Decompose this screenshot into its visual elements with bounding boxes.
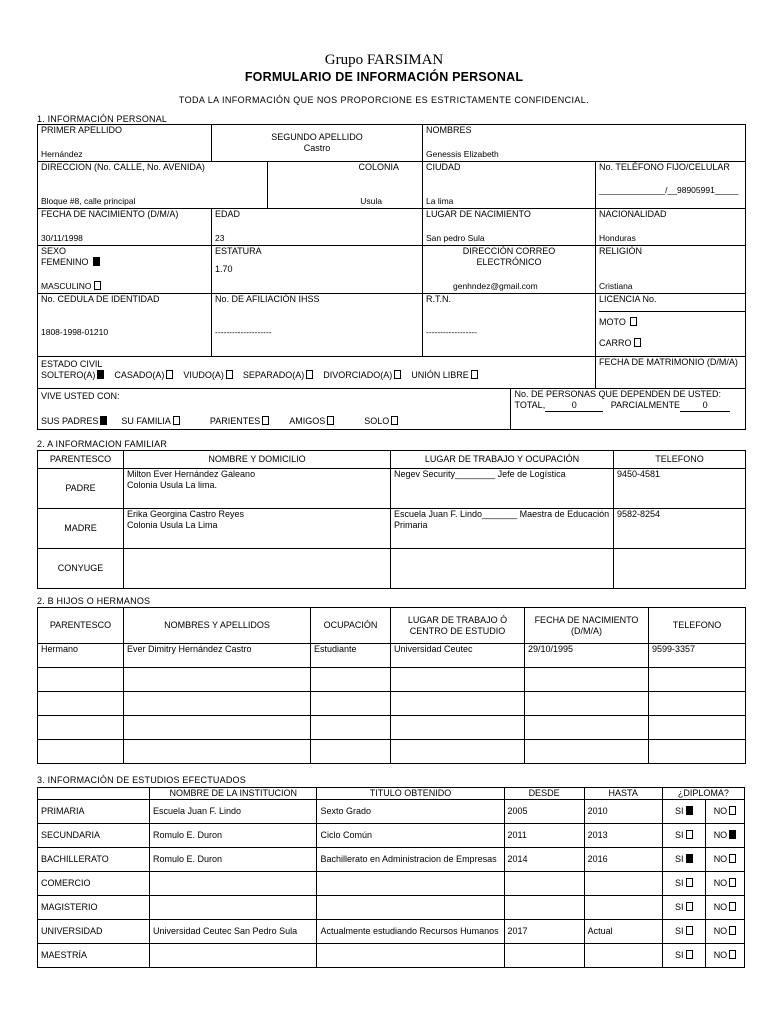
diploma-no-label: NO (713, 878, 728, 888)
value-direccion: Bloque #8, calle principal (41, 196, 136, 206)
estado-civil-option-label: UNIÓN LIBRE (411, 370, 469, 380)
hijos-ocupacion[interactable] (311, 740, 391, 764)
estudios-desde[interactable] (504, 896, 584, 920)
value-religion: Cristiana (599, 281, 633, 291)
value-telefono (599, 185, 738, 196)
estado-civil-option[interactable] (183, 370, 233, 380)
diploma-si-checkbox[interactable] (686, 806, 693, 815)
dependientes-values: TOTAL, 0 PARCIALMENTE 0 (515, 400, 746, 412)
licencia-line[interactable] (599, 305, 746, 312)
hijos-header: LUGAR DE TRABAJO Ó CENTRO DE ESTUDIO (391, 608, 525, 644)
field-licencia (596, 294, 746, 357)
value-ciudad: La lima (426, 196, 454, 206)
hijos-telefono[interactable] (649, 716, 746, 740)
field-primer-apellido[interactable] (38, 125, 212, 162)
diploma-no-checkbox[interactable] (729, 806, 736, 815)
estado-civil-option-label: SEPARADO(A) (242, 370, 305, 380)
value-estatura: 1.70 (215, 264, 233, 274)
estudios-row (38, 824, 745, 848)
estudios-header: TITULO OBTENIDO (317, 788, 504, 800)
estudios-row (38, 920, 745, 944)
hijos-lugar[interactable] (391, 740, 525, 764)
estado-civil-checkbox[interactable] (226, 370, 233, 379)
estudios-diploma-no[interactable] (705, 872, 744, 896)
value-ihss: -------------------- (215, 327, 272, 337)
vive-con-option[interactable] (121, 416, 180, 426)
familiar-header: LUGAR DE TRABAJO Y OCUPACIÓN (391, 451, 614, 469)
label-cedula: No. CEDULA DE IDENTIDAD (41, 294, 160, 304)
estudios-institucion[interactable] (150, 896, 317, 920)
field-telefono[interactable] (596, 162, 746, 209)
estado-civil-option[interactable] (41, 370, 104, 380)
label-telefono: No. TELÉFONO FIJO/CELULAR (599, 162, 730, 172)
diploma-no-checkbox[interactable] (729, 902, 736, 911)
estudios-nivel: MAGISTERIO (38, 896, 150, 920)
familiar-header: TELEFONO (614, 451, 746, 469)
value-cedula: 1808-1998-01210 (41, 327, 109, 337)
estudios-titulo[interactable]: Bachillerato en Administracion de Empresas (317, 848, 504, 872)
estudios-desde[interactable]: 2017 (504, 920, 584, 944)
hijos-row (38, 740, 746, 764)
hijos-fecha[interactable] (525, 692, 649, 716)
hijos-header: OCUPACIÓN (311, 608, 391, 644)
estudios-hasta[interactable]: Actual (584, 920, 662, 944)
diploma-no-label: NO (713, 902, 728, 912)
estudios-diploma-si[interactable] (662, 848, 705, 872)
field-colonia[interactable] (268, 162, 423, 209)
diploma-si-checkbox[interactable] (686, 854, 693, 863)
familiar-telefono[interactable] (614, 549, 746, 589)
label-ihss: No. DE AFILIACIÓN IHSS (215, 294, 320, 304)
label-fecha-matrimonio: FECHA DE MATRIMONIO (D/M/A) (599, 357, 738, 367)
field-nacionalidad[interactable] (596, 209, 746, 246)
label-total: TOTAL (514, 400, 543, 410)
estudios-header: NOMBRE DE LA INSTITUCION (150, 788, 317, 800)
diploma-si-label: SI (675, 830, 684, 840)
label-nombres: NOMBRES (426, 125, 472, 135)
field-religion[interactable] (596, 246, 746, 294)
estudios-hasta[interactable]: 2016 (584, 848, 662, 872)
label-fecha-nacimiento: FECHA DE NACIMIENTO (D/M/A) (41, 209, 179, 219)
hijos-telefono[interactable] (649, 692, 746, 716)
familiar-parentesco: PADRE (38, 469, 124, 509)
estado-civil-option[interactable] (243, 370, 313, 380)
estudios-header (38, 788, 150, 800)
hijos-header: PARENTESCO (38, 608, 124, 644)
familiar-parentesco: CONYUGE (38, 549, 124, 589)
diploma-si-label: SI (675, 902, 684, 912)
diploma-si-checkbox[interactable] (686, 830, 693, 839)
checkbox-moto[interactable] (630, 317, 637, 326)
label-carro: CARRO (599, 338, 632, 348)
label-dependientes: No. DE PERSONAS QUE DEPENDEN DE USTED: (514, 389, 722, 399)
value-total[interactable]: 0 (545, 400, 603, 412)
estado-civil-option-label: VIUDO(A) (183, 370, 224, 380)
hijos-header: FECHA DE NACIMIENTO (D/M/A) (525, 608, 649, 644)
estado-civil-checkbox[interactable] (471, 370, 478, 379)
diploma-si-label: SI (675, 950, 684, 960)
value-colonia: Usula (360, 196, 382, 206)
estudios-titulo[interactable] (317, 872, 504, 896)
estudios-titulo[interactable]: Ciclo Común (317, 824, 504, 848)
confidential-notice: TODA LA INFORMACIÓN QUE NOS PROPORCIONE ES ESTRICTAMENTE CONFIDENCIAL. (178, 95, 590, 105)
estudios-diploma-no[interactable] (705, 800, 744, 824)
value-fecha-nacimiento: 30/11/1998 (41, 233, 83, 243)
estudios-diploma-si[interactable] (662, 800, 705, 824)
diploma-no-label: NO (713, 926, 728, 936)
hijos-ocupacion[interactable] (311, 716, 391, 740)
estudios-header: DESDE (504, 788, 584, 800)
estado-civil-option[interactable] (411, 370, 478, 380)
estudios-hasta[interactable] (584, 944, 662, 968)
familiar-trabajo[interactable]: Negev Security________ Jefe de Logística (391, 469, 614, 509)
familiar-telefono[interactable]: 9450-4581 (614, 469, 746, 509)
hijos-fecha[interactable] (525, 716, 649, 740)
field-estado-civil (38, 357, 596, 389)
label-sexo: SEXO (41, 246, 67, 256)
estudios-diploma-si[interactable] (662, 872, 705, 896)
value-nombres: Genessis Elizabeth (426, 149, 499, 159)
familiar-nombre-domicilio[interactable] (124, 509, 391, 549)
value-edad: 23 (215, 233, 225, 243)
checkbox-masculino[interactable] (94, 281, 101, 290)
diploma-no-checkbox[interactable] (729, 926, 736, 935)
label-nacionalidad: NACIONALIDAD (599, 209, 667, 219)
field-direccion[interactable] (38, 162, 268, 209)
field-correo[interactable] (423, 246, 596, 294)
hijos-telefono[interactable] (649, 668, 746, 692)
hijos-header: NOMBRES Y APELLIDOS (124, 608, 311, 644)
hijos-row (38, 692, 746, 716)
estudios-header: ¿DIPLOMA? (662, 788, 744, 800)
label-edad: EDAD (215, 209, 241, 219)
label-correo: DIRECCIÓN CORREO ELECTRÓNICO (462, 246, 556, 267)
vive-con-option[interactable] (289, 416, 334, 426)
telefono-suffix: _____ (714, 185, 739, 195)
hijos-nombre[interactable]: Ever Dimitry Hernández Castro (124, 644, 311, 668)
diploma-si-label: SI (675, 854, 684, 864)
vive-con-option-label: SUS PADRES (41, 416, 99, 426)
hijos-lugar[interactable]: Universidad Ceutec (391, 644, 525, 668)
field-edad[interactable] (212, 209, 423, 246)
label-religion: RELIGIÓN (599, 246, 643, 256)
estudios-diploma-si[interactable] (662, 920, 705, 944)
hijos-ocupacion[interactable] (311, 668, 391, 692)
estudios-titulo[interactable]: Actualmente estudiando Recursos Humanos (317, 920, 504, 944)
diploma-no-label: NO (713, 854, 728, 864)
personal-info-table (37, 124, 746, 430)
estudios-diploma-no[interactable] (705, 848, 744, 872)
estudios-row (38, 872, 745, 896)
hijos-fecha[interactable] (525, 668, 649, 692)
diploma-no-label: NO (713, 950, 728, 960)
estudios-institucion[interactable]: Universidad Ceutec San Pedro Sula (150, 920, 317, 944)
hijos-table (37, 607, 746, 764)
vive-con-checkbox[interactable] (173, 416, 180, 425)
diploma-si-checkbox[interactable] (686, 950, 693, 959)
field-cedula[interactable] (38, 294, 212, 357)
estudios-desde[interactable]: 2014 (504, 848, 584, 872)
familiar-row (38, 469, 746, 509)
checkbox-femenino[interactable] (93, 257, 100, 266)
field-fecha-matrimonio[interactable] (596, 357, 746, 389)
hijos-row (38, 716, 746, 740)
hijos-nombre[interactable] (124, 740, 311, 764)
diploma-si-checkbox[interactable] (686, 926, 693, 935)
familiar-trabajo[interactable] (391, 549, 614, 589)
estudios-nivel: MAESTRÍA (38, 944, 150, 968)
value-nacionalidad: Honduras (599, 233, 636, 243)
diploma-no-checkbox[interactable] (729, 878, 736, 887)
telefono-number: 98905991 (677, 185, 715, 195)
value-rtn: ------------------ (426, 327, 477, 337)
estado-civil-checkbox[interactable] (394, 370, 401, 379)
estudios-desde[interactable] (504, 872, 584, 896)
estado-civil-option-label: DIVORCIADO(A) (323, 370, 393, 380)
field-dependientes (423, 389, 746, 430)
hijos-row (38, 644, 746, 668)
dependientes-box (510, 389, 746, 429)
value-lugar-nacimiento: San pedro Sula (426, 233, 485, 243)
value-primer-apellido: Hernández (41, 149, 83, 159)
estudios-diploma-no[interactable] (705, 824, 744, 848)
hijos-parentesco[interactable] (38, 668, 124, 692)
hijos-parentesco[interactable] (38, 716, 124, 740)
estudios-nivel: COMERCIO (38, 872, 150, 896)
vive-con-option[interactable] (364, 416, 398, 426)
label-colonia: COLONIA (358, 162, 399, 172)
estudios-titulo[interactable]: Sexto Grado (317, 800, 504, 824)
familiar-domicilio: Colonia Usula La lima. (127, 480, 218, 490)
estudios-nivel: SECUNDARIA (38, 824, 150, 848)
hijos-nombre[interactable] (124, 716, 311, 740)
familiar-telefono[interactable]: 9582-8254 (614, 509, 746, 549)
estudios-institucion[interactable]: Romulo E. Duron (150, 848, 317, 872)
estudios-hasta[interactable]: 2010 (584, 800, 662, 824)
field-lugar-nacimiento[interactable] (423, 209, 596, 246)
section-estudios-title: 3. INFORMACIÓN DE ESTUDIOS EFECTUADOS (37, 775, 246, 785)
diploma-si-label: SI (675, 926, 684, 936)
estudios-hasta[interactable] (584, 896, 662, 920)
label-estado-civil: ESTADO CIVIL (41, 359, 103, 369)
estudios-diploma-no[interactable] (705, 896, 744, 920)
option-masculino[interactable] (41, 281, 101, 292)
estado-civil-option-label: CASADO(A) (114, 370, 165, 380)
field-rtn[interactable] (423, 294, 596, 357)
hijos-telefono[interactable] (649, 740, 746, 764)
checkbox-carro[interactable] (634, 338, 641, 347)
label-moto: MOTO (599, 317, 626, 327)
field-vive-con (38, 389, 423, 430)
field-ihss[interactable] (212, 294, 423, 357)
option-carro[interactable] (599, 338, 742, 349)
vive-con-checkbox[interactable] (391, 416, 398, 425)
field-fecha-nacimiento[interactable] (38, 209, 212, 246)
familiar-nombre-domicilio[interactable] (124, 469, 391, 509)
label-direccion: DIRECCION (No. CALLE, No. AVENIDA) (41, 162, 205, 172)
familiar-header: NOMBRE Y DOMICILIO (124, 451, 391, 469)
field-ciudad[interactable] (423, 162, 596, 209)
estado-civil-option[interactable] (114, 370, 173, 380)
hijos-ocupacion[interactable]: Estudiante (311, 644, 391, 668)
hijos-parentesco[interactable]: Hermano (38, 644, 124, 668)
label-rtn: R.T.N. (426, 294, 452, 304)
diploma-si-label: SI (675, 806, 684, 816)
label-masculino: MASCULINO (41, 281, 92, 291)
hijos-nombre[interactable] (124, 692, 311, 716)
estado-civil-option[interactable] (323, 370, 401, 380)
label-estatura: ESTATURA (215, 246, 262, 256)
familiar-trabajo[interactable]: Escuela Juan F. Lindo_______ Maestra de Educación Primaria (391, 509, 614, 549)
familiar-header: PARENTESCO (38, 451, 124, 469)
estudios-institucion[interactable] (150, 944, 317, 968)
estudios-hasta[interactable] (584, 872, 662, 896)
familiar-nombre: Erika Georgina Castro Reyes (127, 509, 245, 519)
hijos-fecha[interactable] (525, 740, 649, 764)
value-parcial[interactable]: 0 (680, 400, 730, 412)
hijos-telefono[interactable]: 9599-3357 (649, 644, 746, 668)
diploma-si-checkbox[interactable] (686, 902, 693, 911)
field-estatura[interactable] (212, 246, 423, 294)
field-sexo (38, 246, 212, 294)
estudios-titulo[interactable] (317, 944, 504, 968)
vive-con-option-label: PARIENTES (209, 416, 261, 426)
estado-civil-options (41, 370, 592, 381)
section-hijos-title: 2. B HIJOS O HERMANOS (37, 596, 151, 606)
telefono-prefix: ______________/__ (599, 185, 677, 195)
hijos-nombre[interactable] (124, 668, 311, 692)
estudios-diploma-si[interactable] (662, 824, 705, 848)
hijos-ocupacion[interactable] (311, 692, 391, 716)
estudios-diploma-si[interactable] (662, 944, 705, 968)
label-lugar-nacimiento: LUGAR DE NACIMIENTO (426, 209, 531, 219)
diploma-si-label: SI (675, 878, 684, 888)
estudios-desde[interactable]: 2011 (504, 824, 584, 848)
familiar-parentesco: MADRE (38, 509, 124, 549)
familiar-row (38, 549, 746, 589)
estado-civil-checkbox[interactable] (97, 370, 104, 379)
familiar-nombre-domicilio[interactable] (124, 549, 391, 589)
vive-con-option[interactable] (41, 416, 107, 426)
value-segundo-apellido: Castro (303, 143, 331, 153)
estudios-header: HASTA (584, 788, 662, 800)
estudios-institucion[interactable] (150, 872, 317, 896)
vive-con-options (41, 416, 398, 427)
estudios-titulo[interactable] (317, 896, 504, 920)
diploma-no-label: NO (713, 830, 728, 840)
vive-con-option-label: SOLO (364, 416, 390, 426)
hijos-header: TELEFONO (649, 608, 746, 644)
label-primer-apellido: PRIMER APELLIDO (41, 125, 123, 135)
estudios-row (38, 896, 745, 920)
field-nombres[interactable] (423, 125, 746, 162)
label-vive-con: VIVE USTED CON: (41, 391, 120, 401)
company-name: Grupo FARSIMAN (324, 52, 444, 68)
diploma-no-checkbox[interactable] (729, 854, 736, 863)
hijos-parentesco[interactable] (38, 740, 124, 764)
estado-civil-option-label: SOLTERO(A) (41, 370, 96, 380)
option-moto[interactable] (599, 317, 742, 328)
diploma-si-checkbox[interactable] (686, 878, 693, 887)
label-femenino: FEMENINO (41, 257, 89, 267)
option-femenino[interactable] (41, 257, 208, 268)
vive-con-option-label: SU FAMILIA (121, 416, 171, 426)
estudios-row (38, 944, 745, 968)
estudios-diploma-no[interactable] (705, 944, 744, 968)
hijos-lugar[interactable] (391, 668, 525, 692)
familiar-table (37, 450, 746, 589)
estudios-nivel: PRIMARIA (38, 800, 150, 824)
estudios-row (38, 800, 745, 824)
vive-con-checkbox[interactable] (262, 416, 269, 425)
hijos-lugar[interactable] (391, 716, 525, 740)
vive-con-checkbox[interactable] (100, 416, 107, 425)
section-personal-title: 1. INFORMACIÓN PERSONAL (37, 114, 168, 124)
label-parcial: PARCIALMENTE (610, 400, 681, 410)
vive-con-option-label: AMIGOS (289, 416, 326, 426)
estado-civil-checkbox[interactable] (166, 370, 173, 379)
diploma-no-checkbox[interactable] (729, 830, 736, 839)
familiar-domicilio: Colonia Usula La Lima (127, 520, 218, 530)
diploma-no-checkbox[interactable] (729, 950, 736, 959)
estudios-desde[interactable] (504, 944, 584, 968)
label-ciudad: CIUDAD (426, 162, 461, 172)
estado-civil-checkbox[interactable] (306, 370, 313, 379)
vive-con-option[interactable] (210, 416, 269, 426)
estudios-row (38, 848, 745, 872)
value-correo: genhndez@gmail.com (453, 281, 538, 291)
hijos-parentesco[interactable] (38, 692, 124, 716)
estudios-diploma-si[interactable] (662, 896, 705, 920)
hijos-fecha[interactable]: 29/10/1995 (525, 644, 649, 668)
familiar-nombre: Milton Ever Hernández Galeano (127, 469, 256, 479)
estudios-nivel: UNIVERSIDAD (38, 920, 150, 944)
label-segundo-apellido: SEGUNDO APELLIDO (271, 132, 363, 142)
diploma-no-label: NO (713, 806, 728, 816)
section-familiar-title: 2. A INFORMACION FAMILIAR (37, 439, 168, 449)
vive-con-checkbox[interactable] (327, 416, 334, 425)
estudios-nivel: BACHILLERATO (38, 848, 150, 872)
field-segundo-apellido[interactable] (212, 125, 423, 162)
estudios-institucion[interactable]: Escuela Juan F. Lindo (150, 800, 317, 824)
hijos-lugar[interactable] (391, 692, 525, 716)
familiar-row (38, 509, 746, 549)
estudios-table (37, 787, 745, 968)
label-licencia: LICENCIA No. (599, 294, 657, 304)
estudios-institucion[interactable]: Romulo E. Duron (150, 824, 317, 848)
estudios-hasta[interactable]: 2013 (584, 824, 662, 848)
estudios-diploma-no[interactable] (705, 920, 744, 944)
form-title: FORMULARIO DE INFORMACIÓN PERSONAL (244, 70, 524, 84)
estudios-desde[interactable]: 2005 (504, 800, 584, 824)
hijos-row (38, 668, 746, 692)
